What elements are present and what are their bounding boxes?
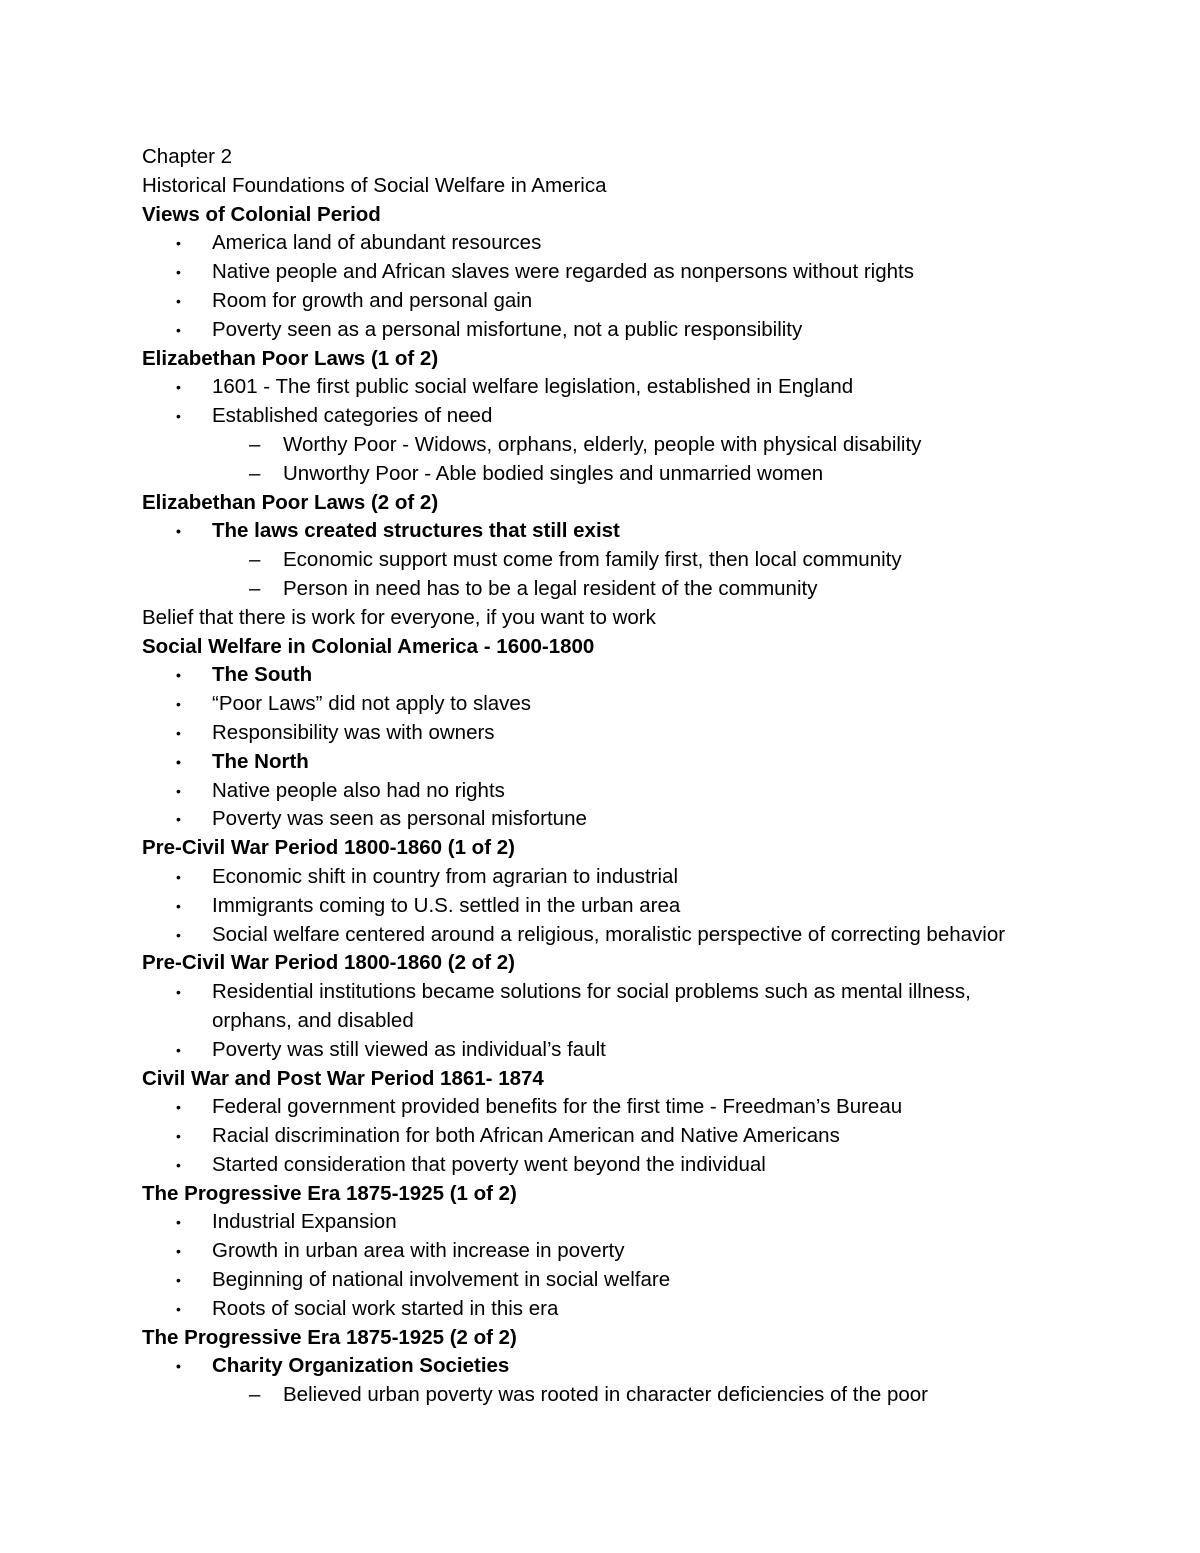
section-heading: Elizabethan Poor Laws (2 of 2) [142, 490, 439, 514]
bullet-marker: • [176, 1156, 181, 1173]
dash-marker: – [249, 461, 261, 485]
list-item-text: Residential institutions became solutions for social problems such as mental illness, [212, 980, 971, 1004]
list-item [142, 1295, 1142, 1324]
bullet-marker: • [176, 897, 181, 914]
section-heading: The Progressive Era 1875-1925 (1 of 2) [142, 1181, 517, 1205]
sub-list-item [142, 431, 1142, 460]
list-item-text: The North [212, 749, 309, 773]
list-item-text: America land of abundant resources [212, 231, 542, 255]
list-item [142, 719, 1142, 748]
list-item [142, 1151, 1142, 1180]
list-item-text: Roots of social work started in this era [212, 1296, 559, 1320]
bullet-marker: • [176, 724, 181, 741]
bullet-marker: • [176, 523, 181, 540]
document-title: Historical Foundations of Social Welfare in America [142, 173, 607, 197]
list-item [142, 229, 1142, 258]
list-item [142, 316, 1142, 345]
list-item [142, 287, 1142, 316]
list-item [142, 1352, 1142, 1381]
list-item-text: Poverty was still viewed as individual’s fault [212, 1037, 606, 1061]
bullet-marker: • [176, 1243, 181, 1260]
bullet-marker: • [176, 667, 181, 684]
bullet-marker: • [176, 753, 181, 770]
section-heading: The Progressive Era 1875-1925 (2 of 2) [142, 1325, 517, 1349]
list-item [142, 1122, 1142, 1151]
list-item-text: Beginning of national involvement in social welfare [212, 1268, 671, 1292]
bullet-marker: • [176, 1214, 181, 1231]
list-item [142, 661, 1142, 690]
bullet-marker: • [176, 868, 181, 885]
list-item-text: 1601 - The first public social welfare legislation, established in England [212, 375, 854, 399]
list-item [142, 373, 1142, 402]
list-item-text: Growth in urban area with increase in poverty [212, 1239, 625, 1263]
list-item-text: Responsibility was with owners [212, 720, 495, 744]
section-heading: Pre-Civil War Period 1800-1860 (2 of 2) [142, 951, 515, 975]
section-heading: Views of Colonial Period [142, 202, 381, 226]
list-item [142, 1237, 1142, 1266]
bullet-marker: • [176, 1128, 181, 1145]
dash-marker: – [249, 576, 261, 600]
sub-list-item [142, 1381, 1142, 1410]
bullet-marker: • [176, 811, 181, 828]
chapter-label: Chapter 2 [142, 145, 233, 168]
sub-list-item-text: Person in need has to be a legal resident of the community [283, 576, 818, 600]
sub-list-item-text: Worthy Poor - Widows, orphans, elderly, people with physical disability [283, 432, 922, 456]
list-item [142, 1266, 1142, 1295]
bullet-marker: • [176, 1099, 181, 1116]
list-item-text: The South [212, 663, 313, 687]
list-item-text: Room for growth and personal gain [212, 288, 533, 312]
list-item-text: Native people also had no rights [212, 778, 505, 802]
list-item [142, 1208, 1142, 1237]
list-item-continuation: orphans, and disabled [212, 1008, 414, 1032]
sub-list-item [142, 546, 1142, 575]
list-item [142, 777, 1142, 806]
list-item-text: Established categories of need [212, 404, 493, 428]
document-page [142, 143, 1142, 1410]
bullet-marker: • [176, 379, 181, 396]
dash-marker: – [249, 1383, 261, 1407]
list-item [142, 690, 1142, 719]
list-item-text: Charity Organization Societies [212, 1354, 510, 1378]
list-item-text: Federal government provided benefits for the first time - Freedman’s Bureau [212, 1095, 903, 1119]
list-item-text: Immigrants coming to U.S. settled in the urban area [212, 893, 681, 917]
list-item-text: Industrial Expansion [212, 1210, 397, 1234]
list-item-text: Social welfare centered around a religious, moralistic perspective of correcting behavior [212, 922, 1006, 946]
bullet-marker: • [176, 321, 181, 338]
list-item [142, 921, 1142, 950]
list-item [142, 517, 1142, 546]
bullet-marker: • [176, 264, 181, 281]
sub-list-item-text: Believed urban poverty was rooted in character deficiencies of the poor [283, 1383, 928, 1407]
section-heading: Pre-Civil War Period 1800-1860 (1 of 2) [142, 836, 515, 860]
list-item [142, 1036, 1142, 1065]
list-item-text: Economic shift in country from agrarian to industrial [212, 864, 679, 888]
list-item-text: Poverty seen as a personal misfortune, not a public responsibility [212, 317, 803, 341]
list-item [142, 1093, 1142, 1122]
list-item [142, 748, 1142, 777]
list-item-text: Native people and African slaves were regarded as nonpersons without rights [212, 260, 914, 284]
section-heading: Elizabethan Poor Laws (1 of 2) [142, 346, 439, 370]
list-item-text: “Poor Laws” did not apply to slaves [212, 692, 532, 716]
bullet-marker: • [176, 408, 181, 425]
bullet-marker: • [176, 1272, 181, 1289]
body-text: Belief that there is work for everyone, if you want to work [142, 605, 656, 629]
bullet-marker: • [176, 926, 181, 943]
sub-list-item [142, 575, 1142, 604]
sub-list-item [142, 460, 1142, 489]
bullet-marker: • [176, 984, 181, 1001]
bullet-marker: • [176, 1358, 181, 1375]
list-item [142, 892, 1142, 921]
list-item [142, 805, 1142, 834]
bullet-marker: • [176, 1041, 181, 1058]
dash-marker: – [249, 548, 261, 572]
dash-marker: – [249, 432, 261, 456]
sub-list-item-text: Economic support must come from family first, then local community [283, 548, 902, 572]
bullet-marker: • [176, 292, 181, 309]
list-item-text: Poverty was seen as personal misfortune [212, 807, 587, 831]
list-item [142, 258, 1142, 287]
list-item [142, 863, 1142, 892]
sub-list-item-text: Unworthy Poor - Able bodied singles and unmarried women [283, 461, 824, 485]
section-heading: Civil War and Post War Period 1861- 1874 [142, 1066, 544, 1090]
list-item-text: Started consideration that poverty went beyond the individual [212, 1152, 766, 1176]
bullet-marker: • [176, 782, 181, 799]
list-item [142, 978, 1142, 1007]
section-heading: Social Welfare in Colonial America - 1600-1800 [142, 634, 595, 658]
list-item-text: The laws created structures that still exist [212, 519, 620, 543]
list-item-text: Racial discrimination for both African American and Native Americans [212, 1124, 840, 1148]
list-item [142, 402, 1142, 431]
bullet-marker: • [176, 1300, 181, 1317]
bullet-marker: • [176, 696, 181, 713]
bullet-marker: • [176, 235, 181, 252]
